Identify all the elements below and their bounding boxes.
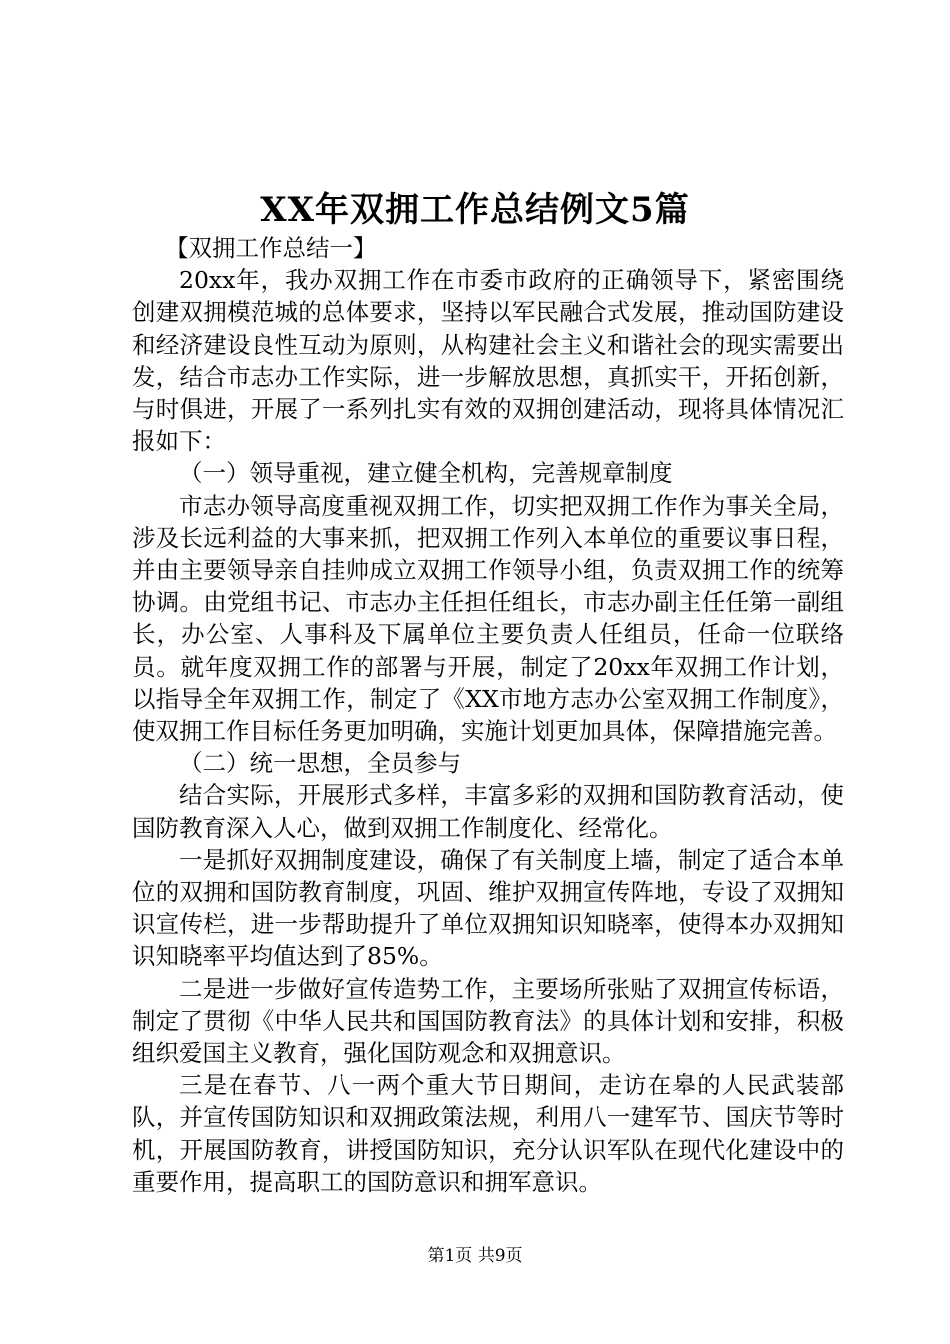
paragraph-point-1: 一是抓好双拥制度建设，确保了有关制度上墙，制定了适合本单位的双拥和国防教育制度，巩固、维护双拥宣传阵地，专设了双拥知识宣传栏，进一步帮助提升了单位双拥知识知晓率，使得本办双拥知识知晓率平均值达到了85%。 <box>132 845 844 971</box>
paragraph-point-2: 二是进一步做好宣传造势工作，主要场所张贴了双拥宣传标语，制定了贯彻《中华人民共和国国防教育法》的具体计划和安排，积极组织爱国主义教育，强化国防观念和双拥意识。 <box>132 974 844 1068</box>
subheading-2: （二）统一思想，全员参与 <box>179 749 461 778</box>
paragraph-activities: 结合实际，开展形式多样，丰富多彩的双拥和国防教育活动，使国防教育深入人心，做到双拥工作制度化、经常化。 <box>132 781 844 842</box>
section-title: 【双拥工作总结一】 <box>165 234 377 262</box>
document-title: XX年双拥工作总结例文5篇 <box>260 190 690 230</box>
paragraph-point-3: 三是在春节、八一两个重大节日期间，走访在皋的人民武装部队，并宣传国防知识和双拥政策法规，利用八一建军节、国庆节等时机，开展国防教育，讲授国防知识，充分认识军队在现代化建设中的重要作用，提高职工的国防意识和拥军意识。 <box>132 1071 844 1196</box>
paragraph-intro: 20xx年，我办双拥工作在市委市政府的正确领导下，紧密围绕创建双拥模范城的总体要求，坚持以军民融合式发展，推动国防建设和经济建设良性互动为原则，从构建社会主义和谐社会的现实需要出发，结合市志办工作实际，进一步解放思想，真抓实干，开拓创新，与时俱进，开展了一系列扎实有效的双拥创建活动，现将具体情况汇报如下： <box>132 266 844 456</box>
document-body <box>132 232 844 1198</box>
subheading-1: （一）领导重视，建立健全机构，完善规章制度 <box>179 459 673 488</box>
page-number-footer: 第1页 共9页 <box>427 1246 523 1266</box>
paragraph-leadership: 市志办领导高度重视双拥工作，切实把双拥工作作为事关全局，涉及长远利益的大事来抓，把双拥工作列入本单位的重要议事日程，并由主要领导亲自挂帅成立双拥工作领导小组，负责双拥工作的统筹协调。由党组书记、市志办主任担任组长，市志办副主任任第一副组长，办公室、人事科及下属单位主要负责人任组员，任命一位联络员。就年度双拥工作的部署与开展，制定了20xx年双拥工作计划，以指导全年双拥工作，制定了《XX市地方志办公室双拥工作制度》，使双拥工作目标任务更加明确，实施计划更加具体，保障措施完善。 <box>132 491 844 746</box>
